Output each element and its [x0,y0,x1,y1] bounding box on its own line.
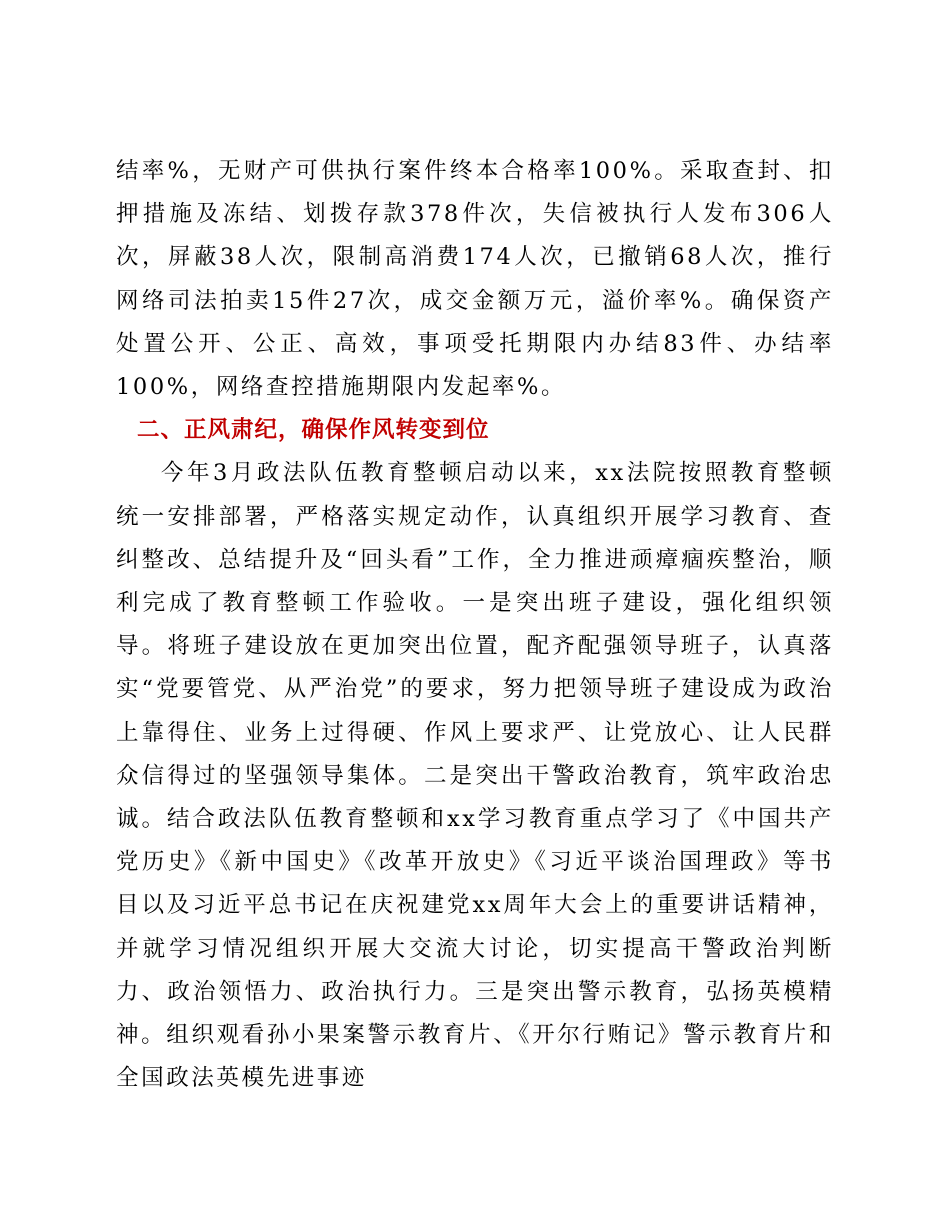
section-heading: 二、正风肃纪，确保作风转变到位 [137,417,490,444]
document-body [116,150,834,1100]
body-paragraph: 结率%，无财产可供执行案件终本合格率100%。采取查封、扣押措施及冻结、划拨存款378件次，失信被执行人发布306人次，屏蔽38人次，限制高消费174人次，已撤销68人次，推行网络司法拍卖15件27次，成交金额万元，溢价率%。确保资产处置公开、公正、高效，事项受托期限内办结83件、办结率100%，网络查控措施期限内发起率%。 [116,158,834,401]
body-paragraph: 今年3月政法队伍教育整顿启动以来，xx法院按照教育整顿统一安排部署，严格落实规定动作，认真组织开展学习教育、查纠整改、总结提升及“回头看”工作，全力推进顽瘴痼疾整治，顺利完成了教育整顿工作验收。一是突出班子建设，强化组织领导。将班子建设放在更加突出位置，配齐配强领导班子，认真落实“党要管党、从严治党”的要求，努力把领导班子建设成为政治上靠得住、业务上过得硬、作风上要求严、让党放心、让人民群众信得过的坚强领导集体。二是突出干警政治教育，筑牢政治忠诚。结合政法队伍教育整顿和xx学习教育重点学习了《中国共产党历史》《新中国史》《改革开放史》《习近平谈治国理政》等书目以及习近平总书记在庆祝建党xx周年大会上的重要讲话精神，并就学习情况组织开展大交流大讨论，切实提高干警政治判断力、政治领悟力、政治执行力。三是突出警示教育，弘扬英模精神。组织观看孙小果案警示教育片、《开尔行贿记》警示教育片和全国政法英模先进事迹 [116,460,834,1092]
